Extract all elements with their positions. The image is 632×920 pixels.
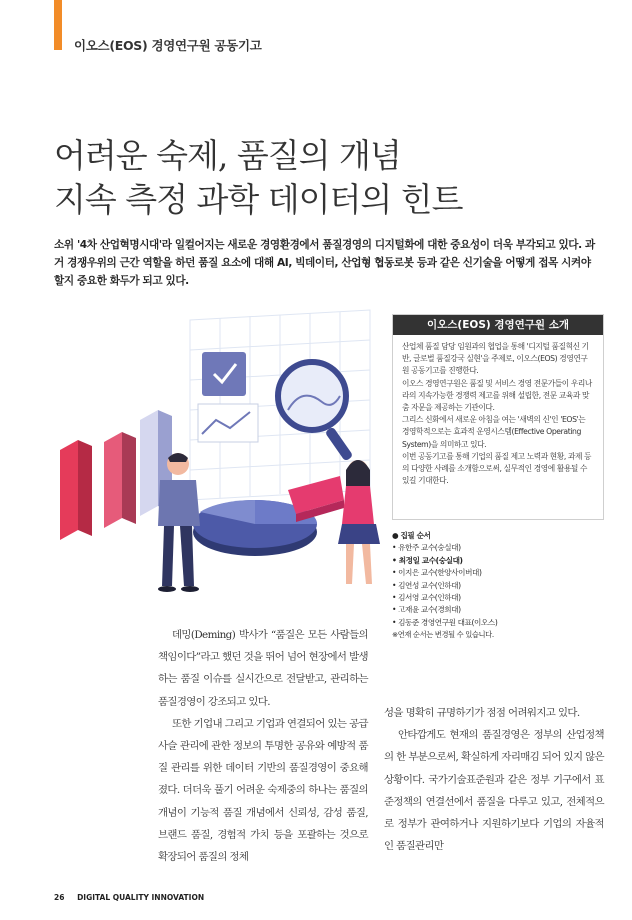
magnifier-icon [278, 362, 353, 462]
body-column-1 [158, 624, 368, 868]
title-line-2: 지속 측정 과학 데이터의 힌트 [54, 180, 463, 219]
author-item: • 고재윤 교수(경희대) [392, 604, 604, 616]
body-paragraph: 또한 기업내 그리고 기업과 연결되어 있는 공급사슬 관리에 관한 정보의 투명한 공유와 예방적 품질 관리를 위한 데이터 기반의 품질경영이 중요해졌다. 더더욱 풀기 어려운 숙제중의 하나는 품질의 개념이 기능적 품질 개념에서 신뢰성, 감성 품질, 브랜드 품질, 경험적 가치 등을 포괄하는 것으로 확장되어 품질의 정체 [158, 717, 368, 864]
bar-chart-left [60, 410, 172, 540]
article-title [54, 134, 574, 222]
author-item: • 김서영 교수(인하대) [392, 592, 604, 604]
info-paragraph: 이번 공동기고를 통해 기업의 품질 제고 노력과 현황, 과제 등의 다양한 사례를 소개함으로써, 실무적인 경영에 활용될 수 있길 기대한다. [402, 451, 592, 486]
lead-paragraph: 소위 '4차 산업혁명시대'라 일컬어지는 새로운 경영환경에서 품질경영의 디지털화에 대한 중요성이 더욱 부각되고 있다. 과거 경쟁우위의 근간 역할을 하던 품질 요소에 대해 AI, 빅데이터, 산업형 협동로봇 등과 같은 신기술을 어떻게 접목 시켜야 할지 중요한 화두가 되고 있다. [54, 239, 595, 287]
author-list [392, 542, 604, 629]
author-item: • 유한주 교수(숭실대) [392, 542, 604, 554]
body-paragraph: 성을 명확히 규명하기가 점점 어려워지고 있다. [384, 707, 580, 719]
checkmark-panel-icon [202, 352, 246, 396]
writing-order-title: ● 집필 순서 [392, 531, 431, 540]
info-box-heading: 이오스(EOS) 경영연구원 소개 [393, 315, 603, 335]
accent-bar [54, 0, 62, 50]
page-number: 26 [54, 893, 65, 902]
order-note: ※연재 순서는 변경될 수 있습니다. [392, 630, 494, 640]
author-item: • 김동준 경영연구원 대표(이오스) [392, 617, 604, 629]
quality-data-illustration [40, 300, 400, 600]
eos-info-box [392, 314, 604, 520]
info-box-body [393, 335, 603, 487]
title-line-1: 어려운 숙제, 품질의 개념 [54, 136, 401, 175]
info-paragraph: 이오스 경영연구원은 품질 및 서비스 경영 전문가들이 우리나라의 지속가능한 경쟁력 제고를 위해 설립한, 전문 교육과 맞춤 자문을 제공하는 기관이다. [402, 378, 592, 413]
author-item: • 이지은 교수(한양사이버대) [392, 567, 604, 579]
body-paragraph: 안타깝게도 현재의 품질경영은 정부의 산업정책의 한 부분으로써, 확실하게 자리매김 되어 있지 않은 상황이다. 국가기술표준원과 같은 정부 기구에서 표준정책의 연결선에서 품질을 다루고 있고, 전체적으로 정부가 관여하거나 지원하기보다 기업의 자율적인 품질관리만 [384, 729, 604, 853]
person-woman [338, 460, 380, 584]
writing-order [392, 530, 604, 642]
author-item: • 최정일 교수(숭실대) [392, 555, 604, 567]
body-paragraph: 데밍(Deming) 박사가 “품질은 모든 사람들의 책임이다”라고 했던 것을 뛰어 넘어 현장에서 발생하는 품질 이슈를 실시간으로 전달받고, 관리하는 품질경영이 강조되고 있다. [158, 629, 368, 708]
magazine-name: DIGITAL QUALITY INNOVATION [77, 893, 205, 902]
info-paragraph: 그리스 신화에서 새로운 아침을 여는 '새벽의 신'인 'EOS'는 경영학적으로는 효과적 운영시스템(Effective Operating System)을 의미하고 있다. [402, 415, 586, 449]
page-footer [54, 893, 204, 902]
body-column-2 [384, 702, 604, 857]
section-tag: 이오스(EOS) 경영연구원 공동기고 [74, 38, 262, 53]
author-item: • 김연성 교수(인하대) [392, 580, 604, 592]
pie-slice-pink [288, 476, 344, 522]
line-chart-panel [198, 404, 258, 442]
info-paragraph: 산업체 품질 담당 임원과의 협업을 통해 '디지털 품질혁신 기반, 글로벌 품질강국 실현'을 주제로, 이오스(EOS) 경영연구원 공동기고를 진행한다. [402, 342, 589, 376]
